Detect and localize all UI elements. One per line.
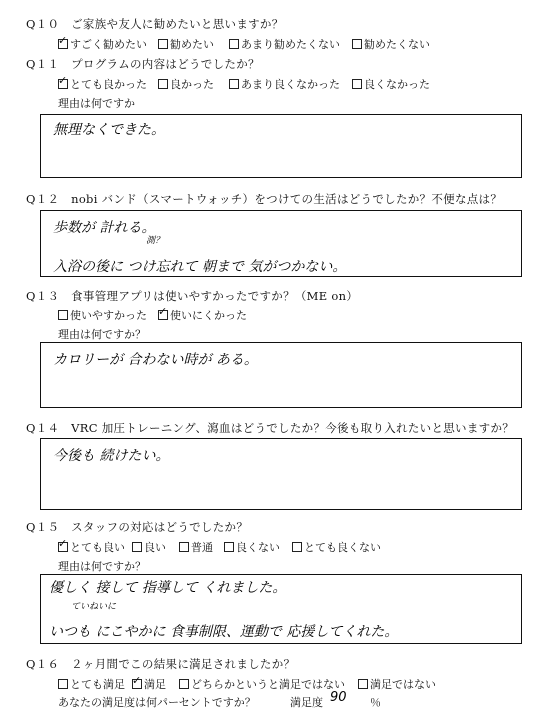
checkbox[interactable] <box>179 679 189 689</box>
q12-answer-line2: 入浴の後に つけ忘れて 朝まで 気がつかない。 <box>53 259 347 275</box>
q15-answer-note: ていねいに <box>71 602 117 612</box>
q12-answer-line1: 歩数が 計れる。 <box>53 220 156 236</box>
checkbox[interactable] <box>292 542 302 552</box>
checkbox[interactable] <box>224 542 234 552</box>
checkbox[interactable] <box>229 79 239 89</box>
q15-option-5[interactable]: とても良くない <box>292 539 381 555</box>
checkbox-checked[interactable] <box>58 79 68 89</box>
q11-answer-box[interactable] <box>40 114 522 178</box>
q15-option-3[interactable]: 普通 <box>179 539 213 555</box>
q16-option-2[interactable]: ✓ 満足 <box>132 676 166 692</box>
q16-option-4[interactable]: 満足ではない <box>358 676 436 692</box>
checkbox[interactable] <box>179 542 189 552</box>
checkbox[interactable] <box>352 39 362 49</box>
checkbox-checked[interactable] <box>132 679 142 689</box>
q15-title: Q１５ スタッフの対応はどうでしたか？ <box>26 520 249 534</box>
checkbox-checked[interactable] <box>58 39 68 49</box>
q15-answer-line2: いつも にこやかに 食事制限、運動で 応援してくれた。 <box>49 624 399 640</box>
q10-option-4[interactable]: 勧めたくない <box>352 36 430 52</box>
checkbox-checked[interactable] <box>58 542 68 552</box>
q16-option-1[interactable]: とても満足 <box>58 676 125 692</box>
q15-option-1[interactable]: ✓ とても良い <box>58 539 125 555</box>
q16-percent-value[interactable]: 90 <box>330 690 347 705</box>
q11-option-1[interactable]: ✓ とても良かった <box>58 76 147 92</box>
q11-option-3[interactable]: あまり良くなかった <box>229 76 340 92</box>
checkbox[interactable] <box>352 79 362 89</box>
q13-answer-box[interactable] <box>40 342 522 408</box>
q12-answer-box[interactable] <box>40 210 522 277</box>
checkbox[interactable] <box>158 39 168 49</box>
q13-title: Q１３ 食事管理アプリは使いやすかったですか？（ME on） <box>26 289 359 303</box>
checkbox[interactable] <box>58 679 68 689</box>
checkbox[interactable] <box>158 79 168 89</box>
q13-answer-text: カロリーが 合わない時が ある。 <box>53 352 258 368</box>
q10-option-3[interactable]: あまり勧めたくない <box>229 36 340 52</box>
q16-percent-unit: ％ <box>370 696 381 709</box>
q10-title: Q１０ ご家族や友人に勧めたいと思いますか？ <box>26 17 284 31</box>
q11-reason-label: 理由は何ですか <box>58 97 135 110</box>
q16-percent-question: あなたの満足度は何パーセントですか？ <box>58 696 256 709</box>
q16-title: Q１６ ２ヶ月間でこの結果に満足されましたか？ <box>26 657 296 671</box>
q15-answer-box[interactable] <box>40 574 522 644</box>
checkbox-checked[interactable] <box>158 310 168 320</box>
q10-option-1[interactable]: ✓ すごく勧めたい <box>58 36 147 52</box>
checkbox[interactable] <box>358 679 368 689</box>
q16-option-3[interactable]: どちらかというと満足ではない <box>179 676 345 692</box>
q13-option-1[interactable]: 使いやすかった <box>58 307 147 323</box>
checkbox[interactable] <box>229 39 239 49</box>
q15-answer-line1: 優しく 接して 指導して くれました。 <box>49 580 287 596</box>
q14-answer-text: 今後も 続けたい。 <box>53 448 170 464</box>
q15-reason-label: 理由は何ですか？ <box>58 560 146 573</box>
q11-title: Q１１ プログラムの内容はどうでしたか？ <box>26 57 260 71</box>
q16-percent-label: 満足度 <box>290 696 323 709</box>
q15-option-4[interactable]: 良くない <box>224 539 280 555</box>
q15-option-2[interactable]: 良い <box>132 539 166 555</box>
checkbox[interactable] <box>132 542 142 552</box>
q11-option-4[interactable]: 良くなかった <box>352 76 430 92</box>
q13-option-2[interactable]: ✓ 使いにくかった <box>158 307 247 323</box>
q11-answer-text: 無理なくできた。 <box>53 122 165 138</box>
q12-title: Q１２ nobi バンド（スマートウォッチ）をつけての生活はどうでしたか？不便な点は？ <box>26 192 503 206</box>
q14-title: Q１４ VRC 加圧トレーニング、瀉血はどうでしたか？今後も取り入れたいと思いますか？ <box>26 421 515 435</box>
q14-answer-box[interactable] <box>40 438 522 510</box>
q13-reason-label: 理由は何ですか？ <box>58 328 146 341</box>
checkbox[interactable] <box>58 310 68 320</box>
q10-option-2[interactable]: 勧めたい <box>158 36 214 52</box>
q11-option-2[interactable]: 良かった <box>158 76 214 92</box>
q12-answer-note: 測？ <box>146 236 165 246</box>
